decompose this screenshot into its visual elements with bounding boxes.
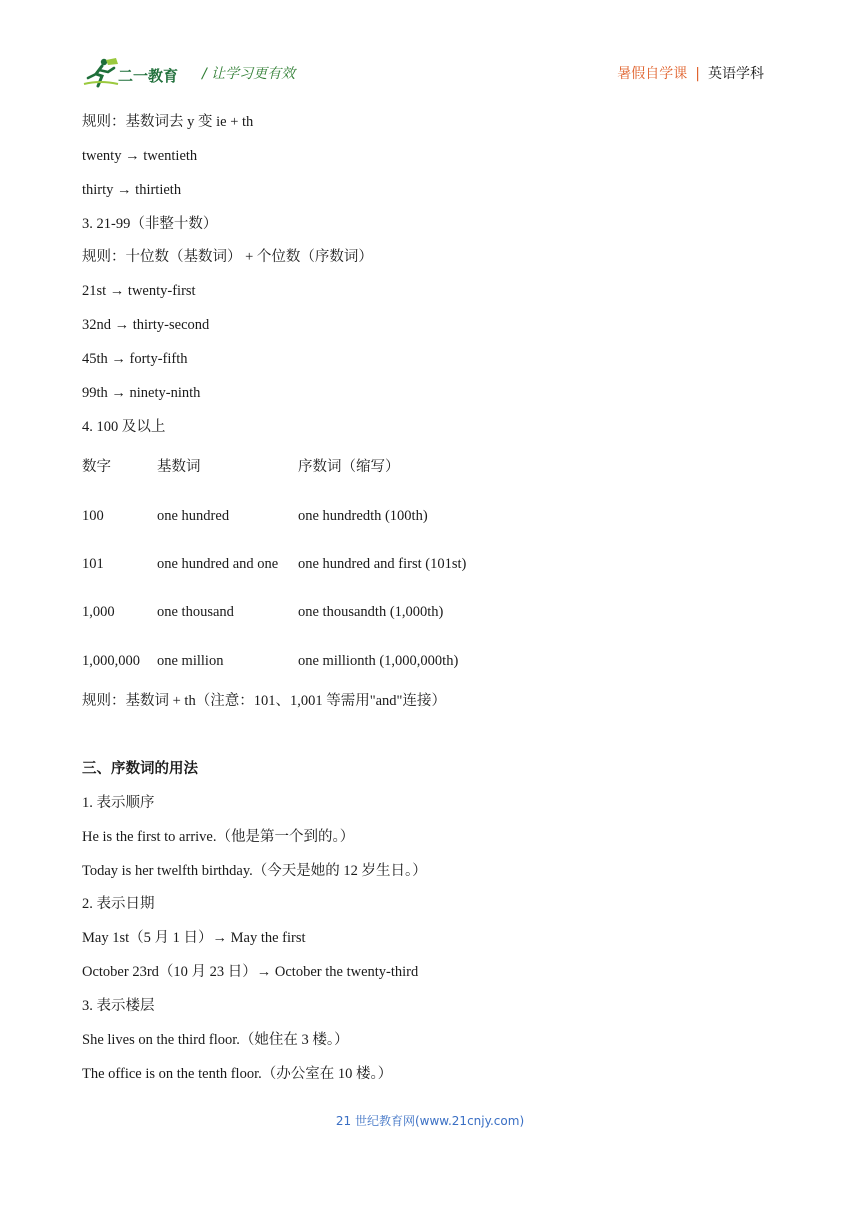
text-line: 2. 表示日期 [82,896,155,912]
logo [82,56,192,90]
table-header-ordinal: 序数词（缩写） [298,459,400,475]
page-header [82,56,768,90]
text-line: He is the first to arrive.（他是第一个到的。） [82,829,355,845]
table-cell: one hundred and one [157,556,279,572]
table-cell: 101 [82,556,104,572]
runner-logo-icon [82,56,122,90]
text-line: 3. 表示楼层 [82,998,155,1014]
text-line: 规则：十位数（基数词） + 个位数（序数词） [82,249,373,265]
rule-text: 规则：基数词 + th（注意：101、1,001 等需用"and"连接） [82,693,446,709]
text-line: 21st → twenty-first [82,283,196,299]
logo-text: 二一教育 [118,67,179,85]
header-separator: | [695,66,700,82]
table-cell: one hundredth (100th) [298,508,428,524]
section-title: 三、序数词的用法 [82,761,198,777]
text-line: October 23rd（10 月 23 日）→ October the twenty-third [82,964,419,980]
table-cell: one hundred [157,508,230,524]
text-line: 99th → ninety-ninth [82,385,201,401]
text-line: 4. 100 及以上 [82,419,166,435]
page-footer: 21 世纪教育网(www.21cnjy.com) [335,1114,525,1128]
text-line: May 1st（5 月 1 日）→ May the first [82,930,306,946]
course-label: 暑假自学课 [617,66,688,82]
slogan: / 让学习更有效 [202,66,296,82]
table-header-cardinal: 基数词 [157,459,201,475]
text-line: The office is on the tenth floor.（办公室在 10 楼。） [82,1066,393,1082]
text-line: 32nd → thirty-second [82,317,210,333]
text-line: thirty → thirtieth [82,182,182,198]
table-cell: one million [157,653,224,669]
table-header-number: 数字 [82,459,111,475]
text-line: 3. 21-99（非整十数） [82,216,218,232]
text-line: Today is her twelfth birthday.（今天是她的 12 岁生日。） [82,863,427,879]
table-cell: one thousand [157,604,234,620]
header-course-info [617,63,764,83]
text-line: twenty → twentieth [82,148,198,164]
text-line: 规则：基数词去 y 变 ie + th [82,114,254,130]
text-line: 1. 表示顺序 [82,795,155,811]
table-cell: one hundred and first (101st) [298,556,467,572]
text-line: 45th → forty-fifth [82,351,188,367]
table-cell: 1,000,000 [82,653,140,669]
text-line: She lives on the third floor.（她住在 3 楼。） [82,1032,349,1048]
table-cell: one thousandth (1,000th) [298,604,444,620]
table-cell: 100 [82,508,104,524]
subject-label: 英语学科 [708,66,764,82]
table-cell: 1,000 [82,604,115,620]
table-cell: one millionth (1,000,000th) [298,653,459,669]
